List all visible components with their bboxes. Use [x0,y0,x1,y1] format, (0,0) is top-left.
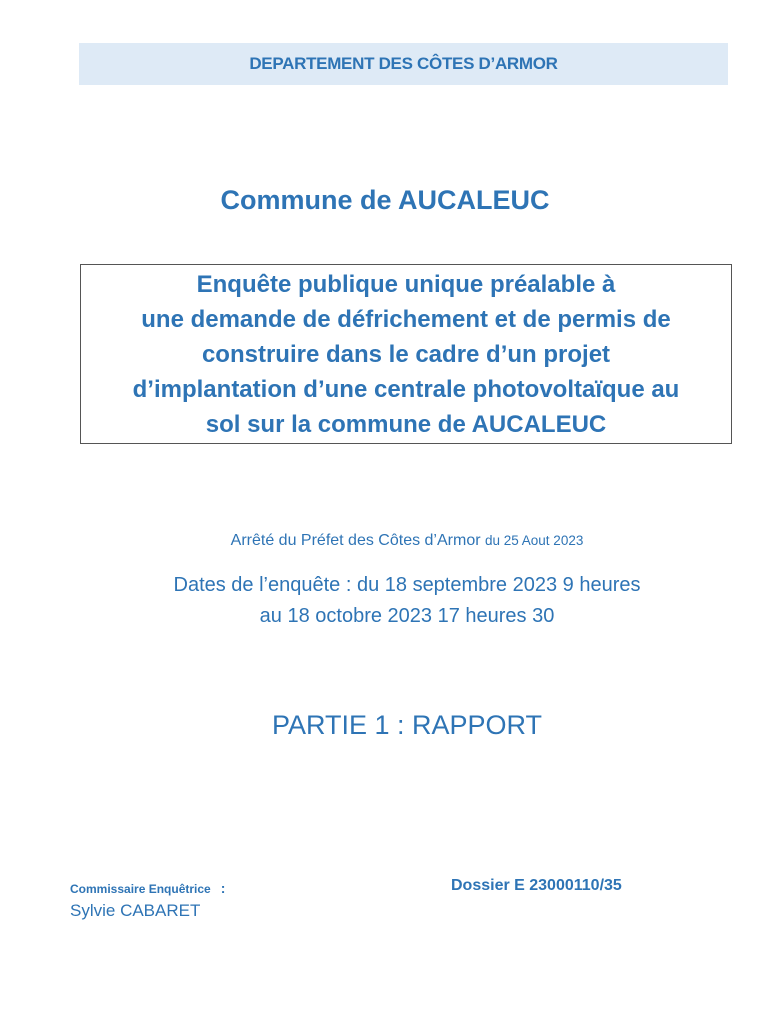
enquete-title-line: une demande de défrichement et de permis de [141,305,671,333]
commune-title: Commune de AUCALEUC [220,185,550,215]
commissaire-label-row [70,880,225,896]
commissaire-name: Sylvie CABARET [70,901,201,920]
enquete-title-line: d’implantation d’une centrale photovoltaïque au [132,375,680,403]
enquete-title-box [80,264,732,444]
enquete-title-line: construire dans le cadre d’un projet [201,340,611,368]
department-title: DEPARTEMENT DES CÔTES D’ARMOR [249,54,558,73]
enquete-title [133,267,680,442]
enquete-title-line: Enquête publique unique préalable à [196,270,616,298]
enquete-dates [0,570,770,632]
commissaire-label: Commissaire Enquêtrice [70,882,211,896]
dates-line-2: au 18 octobre 2023 17 heures 30 [259,605,555,627]
department-header-band [79,43,728,85]
part-title: PARTIE 1 : RAPPORT [271,710,543,740]
dates-line-1: Dates de l’enquête : du 18 septembre 2023 9 heures [173,574,641,596]
arrete-text: Arrêté du Préfet des Côtes d’Armor [230,532,481,549]
arrete-date: du 25 Aout 2023 [485,533,584,548]
arrete-line [0,532,770,550]
dossier-number: Dossier E 23000110/35 [451,877,622,894]
commissaire-colon: : [220,880,226,896]
enquete-title-line: sol sur la commune de AUCALEUC [205,410,607,438]
